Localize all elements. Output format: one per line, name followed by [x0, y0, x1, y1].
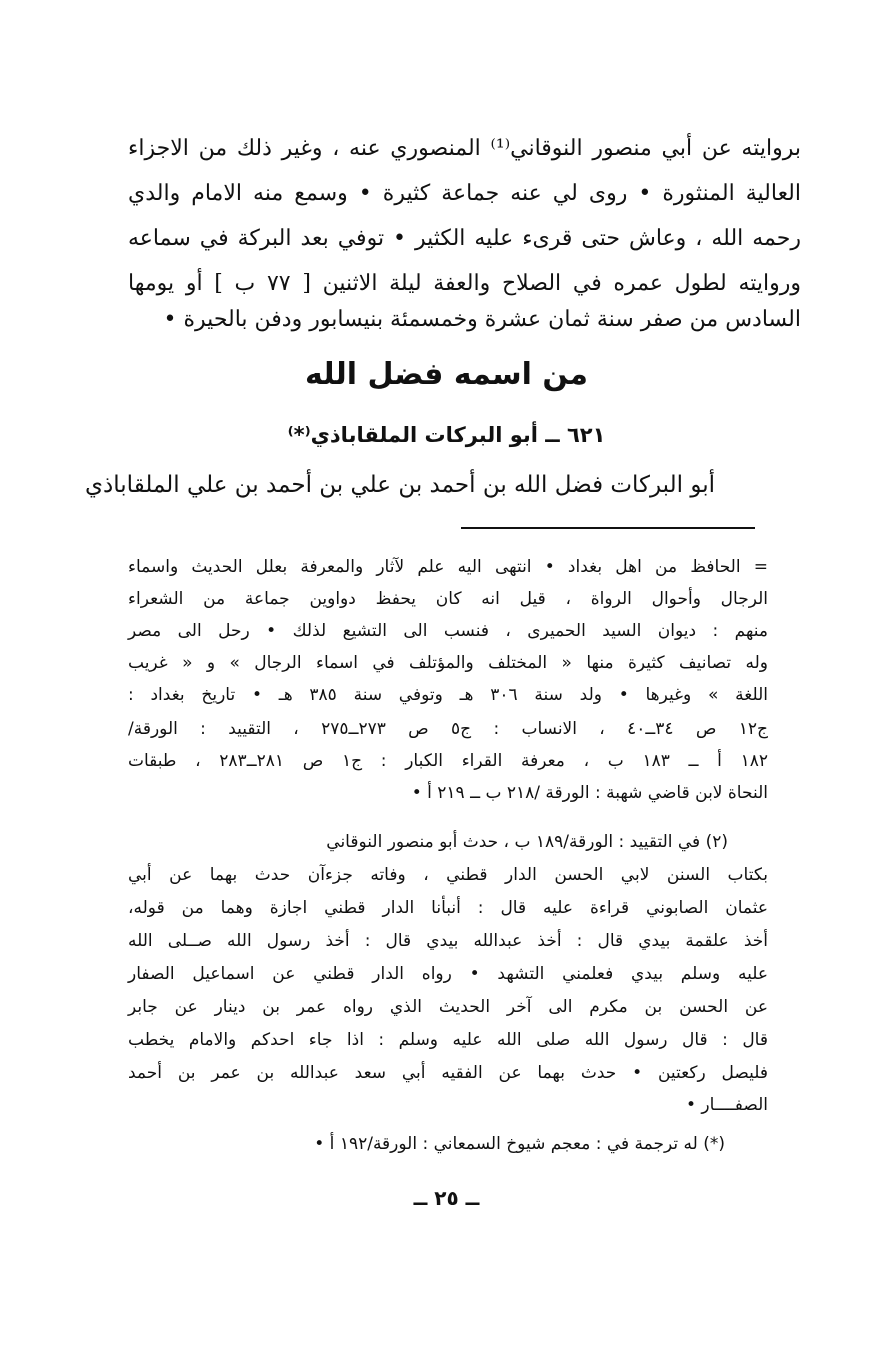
footnote-line: منهم : ديوان السيد الحميرى ، فنسب الى التشيع لذلك • رحل الى مصر: [128, 621, 768, 641]
footnote-line: عثمان الصابوني قراءة عليه قال : أنبأنا الدار قطني اجازة وهما من قوله،: [128, 898, 768, 918]
footnote-line: اللغة » وغيرها • ولد سنة ٣٠٦ هـ وتوفي سنة ٣٨٥ هـ • تاريخ بغداد :: [128, 685, 768, 705]
main-text-line: رحمه الله ، وعاش حتى قرىء عليه الكثير • توفي بعد البركة في سماعه: [128, 226, 801, 251]
section-heading: من اسمه فضل الله: [305, 357, 588, 392]
footnote-line: ج١٢ ص ٣٤ــ٤٠ ، الانساب : ج٥ ص ٢٧٣ــ٢٧٥ ، التقييد : الورقة/: [128, 719, 768, 739]
main-text-line: وروايته لطول عمره في الصلاح والعفة ليلة الاثنين [ ٧٧ ب ] أو يومها: [128, 271, 802, 296]
footnote-line: الرجال وأحوال الرواة ، قيل انه كان يحفظ دواوين جماعة من الشعراء: [128, 589, 768, 609]
footnote-line: = الحافظ من اهل بغداد • انتهى اليه علم لآثار والمعرفة بعلل الحديث واسماء: [128, 557, 768, 577]
main-text-line: العالية المنثورة • روى لي عنه جماعة كثيرة • وسمع منه الامام والدي: [128, 181, 801, 206]
footnote-line: (٢) في التقييد : الورقة/١٨٩ ب ، حدث أبو منصور النوقاني: [326, 832, 728, 852]
entry-heading: ٦٢١ ــ أبو البركات الملقاباذي⁽*⁾: [287, 423, 606, 447]
footnote-line: بكتاب السنن لابي الحسن الدار قطني ، وفاته جزءآن حدث بهما عن أبي: [128, 865, 768, 885]
page-number: ــ ٢٥ ــ: [413, 1186, 480, 1210]
footnote-line: ١٨٢ أ ــ ١٨٣ ب ، معرفة القراء الكبار : ج١ ص ٢٨١ــ٢٨٣ ، طبقات: [128, 751, 768, 771]
entry-name: أبو البركات فضل الله بن أحمد بن علي بن أحمد بن علي الملقاباذي: [85, 472, 715, 498]
footnote-star: (*) له ترجمة في : معجم شيوخ السمعاني : الورقة/١٩٢ أ •: [314, 1134, 725, 1154]
footnote-separator: [461, 527, 755, 529]
footnote-line: وله تصانيف كثيرة منها « المختلف والمؤتلف في اسماء الرجال » و « غريب: [128, 653, 768, 673]
footnote-line: عن الحسن بن مكرم الى آخر الحديث الذي رواه عمر بن دينار عن جابر: [128, 997, 768, 1017]
footnote-line: قال : قال رسول الله صلى الله عليه وسلم : اذا جاء احدكم والامام يخطب: [128, 1030, 768, 1050]
main-text-line: بروايته عن أبي منصور النوقاني⁽¹⁾ المنصوري عنه ، وغير ذلك من الاجزاء: [128, 136, 801, 161]
footnote-line: النحاة لابن قاضي شهبة : الورقة /٢١٨ ب ــ ٢١٩ أ •: [411, 783, 768, 803]
footnote-line: فليصل ركعتين • حدث بهما عن الفقيه أبي سعد عبدالله بن عمر بن أحمد: [128, 1063, 768, 1083]
main-text-line: السادس من صفر سنة ثمان عشرة وخمسمئة بنيسابور ودفن بالحيرة •: [163, 307, 801, 332]
footnote-line: الصفــــار •: [686, 1095, 768, 1115]
footnote-line: عليه وسلم بيدي فعلمني التشهد • رواه الدار قطني عن اسماعيل الصفار: [128, 964, 768, 984]
footnote-line: أخذ علقمة بيدي قال : أخذ عبدالله بيدي قال : أخذ رسول الله صــلى الله: [128, 931, 768, 951]
